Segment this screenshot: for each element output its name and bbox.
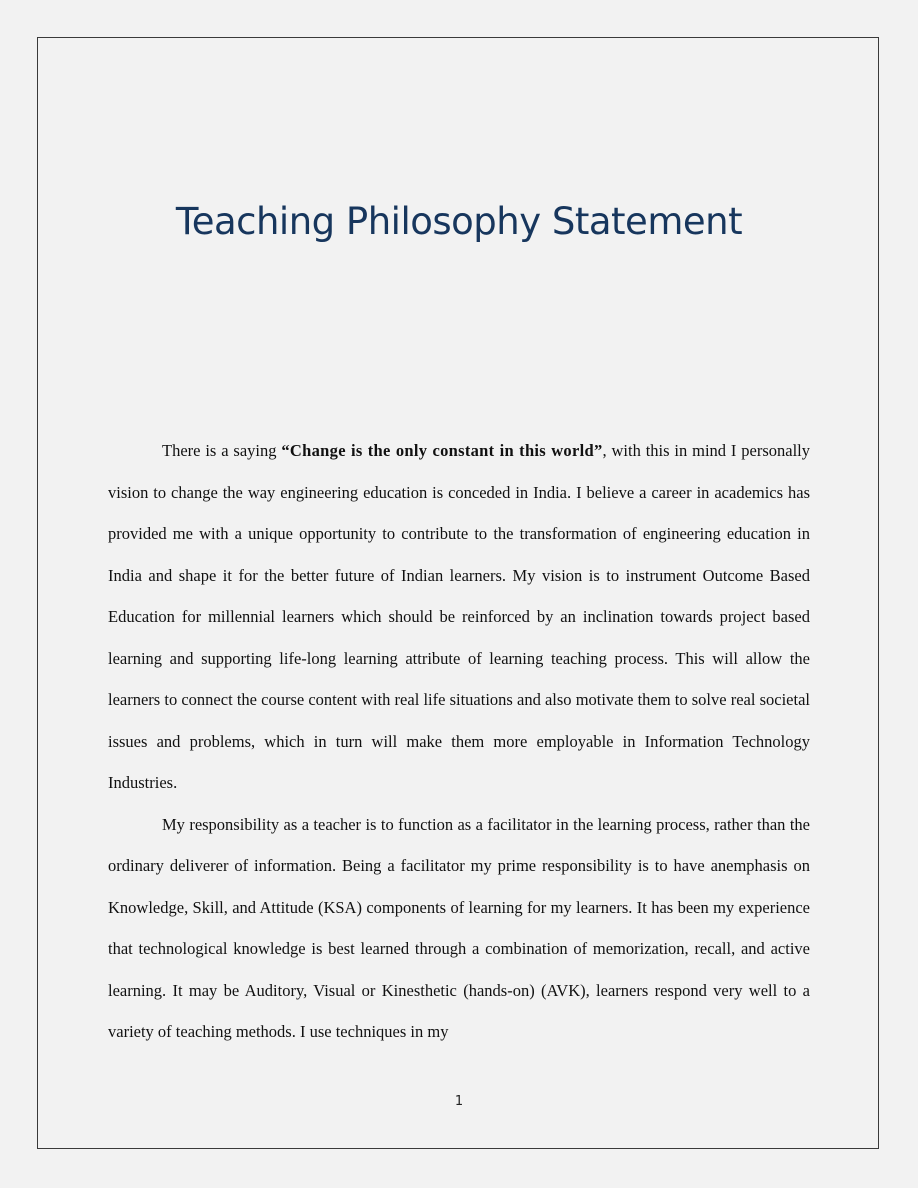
paragraph-1 — [108, 430, 810, 804]
paragraph-2: My responsibility as a teacher is to function as a facilitator in the learning process, rather than the ordinary deliverer of information. Being a facilitator my prime responsibility is to have anemphasis on Knowledge, Skill, and Attitude (KSA) components of learning for my learners. It has been my experience that technological knowledge is best learned through a combination of memorization, recall, and active learning. It may be Auditory, Visual or Kinesthetic (hands-on) (AVK), learners respond very well to a variety of teaching methods. I use techniques in my — [108, 814, 810, 1041]
page-number: 1 — [454, 1094, 464, 1109]
document-body — [108, 430, 810, 1053]
paragraph-1-lead: There is a saying — [162, 441, 282, 460]
paragraph-1-rest: , with this in mind I personally vision to change the way engineering education is conceded in India. I believe a career in academics has provided me with a unique opportunity to contribute to the transformation of engineering education in India and shape it for the better future of Indian learners. My vision is to instrument Outcome Based Education for millennial learners which should be reinforced by an inclination towards project based learning and supporting life-long learning attribute of learning teaching process. This will allow the learners to connect the course content with real life situations and also motivate them to solve real societal issues and problems, which in turn will make them more employable in Information Technology Industries. — [108, 441, 810, 792]
quote-emphasis: “Change is the only constant in this world” — [281, 441, 603, 460]
document-title: Teaching Philosophy Statement — [175, 200, 743, 243]
